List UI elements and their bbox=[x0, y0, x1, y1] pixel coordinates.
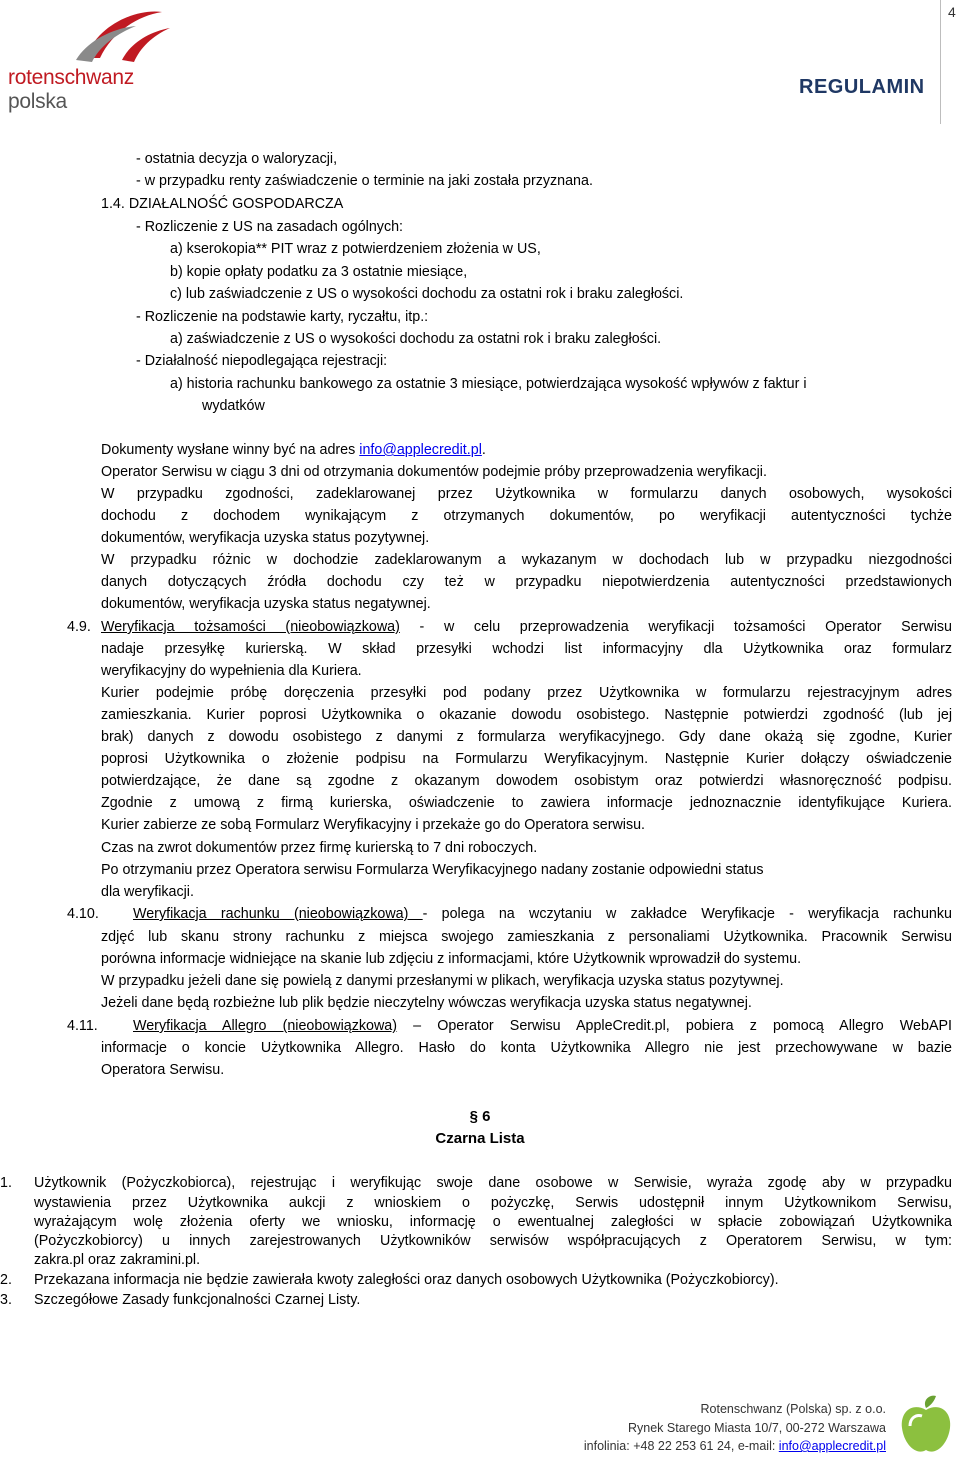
section-number: 4.10. bbox=[67, 906, 99, 922]
text-line: wystawienia przez Użytkownika aukcji z wnioskiem o pożyczkę, Serwis udostępnił innym Użytkownikom Serwisu, bbox=[34, 1195, 952, 1211]
text-line: porówna informacje widniejące na skanie lub zdjęciu z informacjami, które Użytkownik wprowadził do systemu. bbox=[101, 951, 802, 967]
text-line: wydatków bbox=[202, 398, 265, 414]
text-line: Operatora Serwisu. bbox=[101, 1062, 225, 1078]
footer-company: Rotenschwanz (Polska) sp. z o.o. bbox=[700, 1402, 886, 1416]
section-title: Czarna Lista bbox=[435, 1130, 525, 1147]
text-line: zakra.pl oraz zakramini.pl. bbox=[34, 1252, 201, 1268]
section-number: 4.9. bbox=[67, 619, 91, 635]
header-divider bbox=[940, 0, 941, 124]
text-line: informacje o koncie Użytkownika Allegro. Hasło do konta Użytkownika Allegro nie jest przechowywane w bazie bbox=[101, 1040, 952, 1056]
text-line: Weryfikacja rachunku (nieobowiązkowa) - polega na wczytaniu w zakładce Weryfikacje - weryfikacja rachunku bbox=[133, 906, 952, 922]
text-line: a) zaświadczenie z US o wysokości dochodu za ostatni rok i braku zaległości. bbox=[170, 331, 662, 347]
text-line: dokumentów, weryfikacja uzyska status pozytywnej. bbox=[101, 530, 430, 546]
section-title: Weryfikacja Allegro (nieobowiązkowa) bbox=[133, 1018, 398, 1034]
text-line: W przypadku jeżeli dane się powielą z danymi przesłanymi w plikach, weryfikacja uzyska status pozytywnej. bbox=[101, 973, 784, 989]
document-title: REGULAMIN bbox=[799, 76, 925, 98]
text-line: danych dotyczących źródła dochodu czy też w przypadku niepotwierdzenia autentyczności przedstawionych bbox=[101, 574, 952, 590]
text-line: dokumentów, weryfikacja uzyska status negatywnej. bbox=[101, 596, 431, 612]
text-line: potwierdzające, że dane są zgodne z okazanym dowodem osobistym oraz potwierdzi własnoręczność podpisu. bbox=[101, 773, 952, 789]
footer-email-link[interactable]: info@applecredit.pl bbox=[778, 1439, 886, 1453]
text-line: zdjęć lub skanu strony rachunku z miejsca swojego zamieszkania z personaliami Użytkownika. Pracownik Serwisu bbox=[101, 929, 952, 945]
text-line: dla weryfikacji. bbox=[101, 884, 194, 900]
section-title: Weryfikacja rachunku (nieobowiązkowa) bbox=[133, 906, 423, 922]
email-link[interactable]: info@applecredit.pl bbox=[359, 442, 482, 458]
text-line: brak) danych z dowodu osobistego z danymi z formularza weryfikacyjnego. Gdy dane okażą się zgodne, Kurier bbox=[101, 729, 952, 745]
list-number: 1. bbox=[0, 1175, 12, 1191]
text-line: poprosi Użytkownika o złożenie podpisu na Formularzu Weryfikacyjnym. Następnie Kurier dołączy oświadczenie bbox=[101, 751, 952, 767]
section-symbol: § 6 bbox=[469, 1108, 491, 1125]
apple-icon bbox=[896, 1392, 956, 1458]
logo bbox=[8, 6, 198, 113]
text-line: - Rozliczenie na podstawie karty, ryczałtu, itp.: bbox=[136, 309, 429, 325]
text-line: nadaje przesyłkę kurierską. W skład przesyłki wchodzi list informacyjny dla Użytkownika oraz formularz bbox=[101, 641, 952, 657]
section-number: 4.11. bbox=[67, 1018, 98, 1034]
text-line: - ostatnia decyzja o waloryzacji, bbox=[136, 151, 338, 167]
page-number: 4 bbox=[948, 4, 956, 20]
text-line: Jeżeli dane będą rozbieżne lub plik będzie nieczytelny wówczas weryfikacja uzyska status negatywnej. bbox=[101, 995, 752, 1011]
text-line: a) historia rachunku bankowego za ostatnie 3 miesiące, potwierdzająca wysokość wpływów z faktur i bbox=[170, 376, 807, 392]
text-line: Kurier zabierze ze sobą Formularz Weryfikacyjny i przekaże go do Operatora serwisu. bbox=[101, 817, 646, 833]
list-number: 3. bbox=[0, 1292, 12, 1308]
text-line: W przypadku zgodności, zadeklarowanej przez Użytkownika w formularzu danych osobowych, wysokości bbox=[101, 486, 952, 502]
footer-contact: infolinia: +48 22 253 61 24, e-mail: info@applecredit.pl bbox=[583, 1439, 886, 1453]
section-heading: 1.4. DZIAŁALNOŚĆ GOSPODARCZA bbox=[101, 196, 344, 212]
text-line: b) kopie opłaty podatku za 3 ostatnie miesiące, bbox=[170, 264, 468, 280]
apple-logo bbox=[896, 1392, 956, 1458]
list-number: 2. bbox=[0, 1272, 12, 1288]
text-line: Weryfikacja Allegro (nieobowiązkowa) – Operator Serwisu AppleCredit.pl, pobiera z pomocą Allegro WebAPI bbox=[133, 1018, 952, 1034]
text-line: a) kserokopia** PIT wraz z potwierdzeniem złożenia w US, bbox=[170, 241, 541, 257]
text-line: Weryfikacja tożsamości (nieobowiązkowa) - w celu przeprowadzenia weryfikacji tożsamości Operator Serwisu bbox=[101, 619, 952, 635]
text-line: Szczegółowe Zasady funkcjonalności Czarnej Listy. bbox=[34, 1292, 361, 1308]
text-line: wyrażającym wolę złożenia oferty we wniosku, informację o ewentualnej zaległości w spłacie zobowiązań Użytkownika bbox=[34, 1214, 952, 1230]
text-line: Dokumenty wysłane winny być na adres info@applecredit.pl. bbox=[101, 442, 486, 458]
text-line: Po otrzymaniu przez Operatora serwisu Formularza Weryfikacyjnego nadany zostanie odpowiedni status bbox=[101, 862, 764, 878]
section-title: Weryfikacja tożsamości (nieobowiązkowa) bbox=[101, 619, 400, 635]
text-line: W przypadku różnic w dochodzie zadeklarowanym a wykazanym w dochodach lub w przypadku niezgodności bbox=[101, 552, 952, 568]
text-line: zamieszkania. Kurier poprosi Użytkownika o okazanie dowodu osobistego. Następnie potwierdzi zgodność (lub jej bbox=[101, 707, 952, 723]
text-line: - Działalność niepodlegająca rejestracji: bbox=[136, 353, 388, 369]
text-line: (Pożyczkobiorcy) u innych zarejestrowanych Użytkowników serwisów współpracujących z Operatorem Serwisu, w tym: bbox=[34, 1233, 952, 1249]
footer-address: Rynek Starego Miasta 10/7, 00-272 Warszawa bbox=[628, 1421, 886, 1435]
text-line: Zgodnie z umową z firmą kurierska, oświadczenie to zawiera informacje jednoznacznie identyfikujące Kuriera. bbox=[101, 795, 952, 811]
text-line: weryfikacyjny do wypełnienia dla Kuriera. bbox=[101, 663, 362, 679]
text-line: dochodu z dochodem wynikającym z otrzymanych dokumentów, po weryfikacji autentyczności tychże bbox=[101, 508, 952, 524]
text-line: - w przypadku renty zaświadczenie o terminie na jaki została przyznana. bbox=[136, 173, 593, 189]
text-line: c) lub zaświadczenie z US o wysokości dochodu za ostatni rok i braku zaległości. bbox=[170, 286, 684, 302]
text-line: - Rozliczenie z US na zasadach ogólnych: bbox=[136, 219, 404, 235]
text-line: Użytkownik (Pożyczkobiorca), rejestrując i weryfikując swoje dane osobowe w Serwisie, wyraża zgodę aby w przypadku bbox=[34, 1175, 952, 1191]
text-line: Przekazana informacja nie będzie zawierała kwoty zaległości oraz danych osobowych Użytkownika (Pożyczkobiorcy). bbox=[34, 1272, 779, 1288]
text-line: Kurier podejmie próbę doręczenia przesyłki pod podany przez Użytkownika w formularzu rejestracyjnym adres bbox=[101, 685, 952, 701]
text-line: Czas na zwrot dokumentów przez firmę kurierską to 7 dni roboczych. bbox=[101, 840, 538, 856]
logo-wordmark: rotenschwanz polska bbox=[8, 66, 134, 113]
logo-swirl-icon bbox=[66, 6, 176, 66]
text-line: Operator Serwisu w ciągu 3 dni od otrzymania dokumentów podejmie próby przeprowadzenia weryfikacji. bbox=[101, 464, 767, 480]
